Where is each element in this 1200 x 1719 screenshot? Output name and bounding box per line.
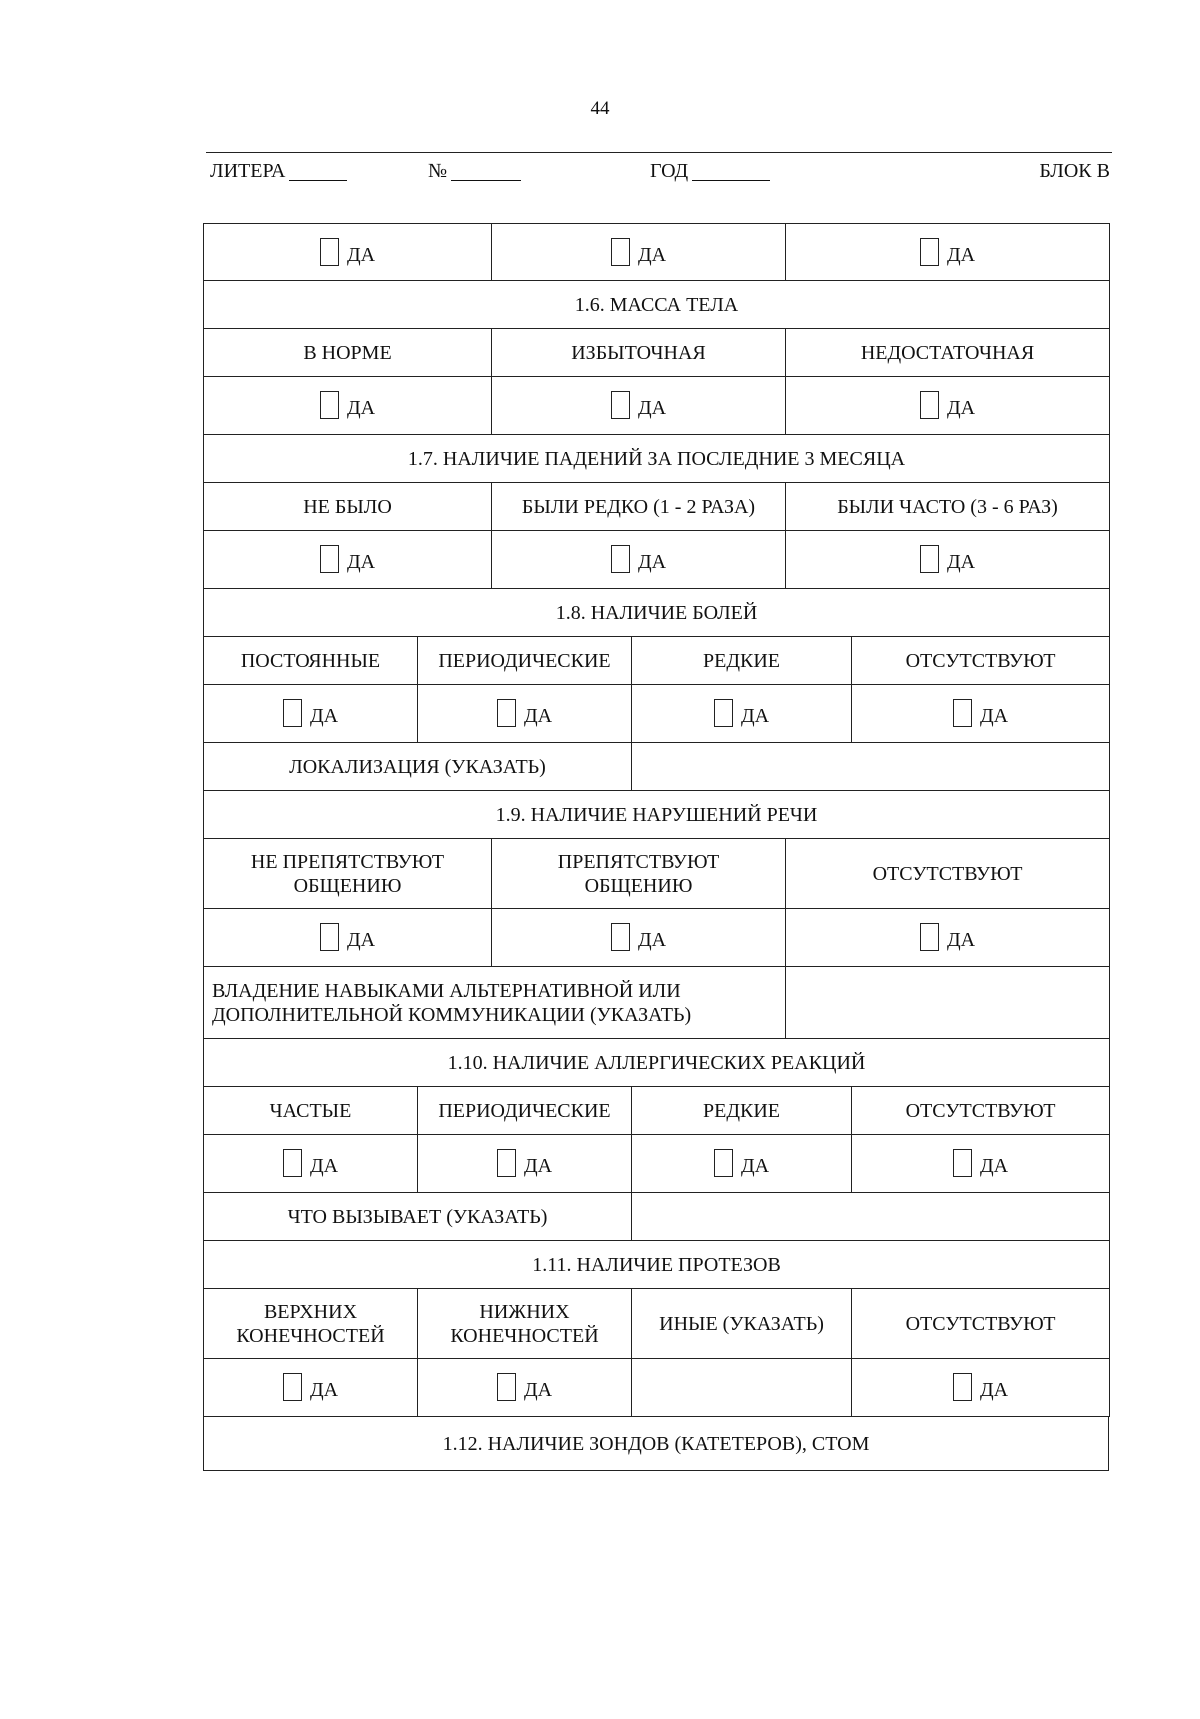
block-label: БЛОК В bbox=[1039, 160, 1110, 182]
checkbox-label: ДА bbox=[346, 551, 376, 573]
checkbox-cell bbox=[204, 1135, 418, 1193]
option-label: НЕ БЫЛО bbox=[204, 483, 492, 531]
option-label: ПЕРИОДИЧЕСКИЕ bbox=[418, 1087, 632, 1135]
checkbox-label: ДА bbox=[346, 397, 376, 419]
checkbox[interactable] bbox=[611, 923, 630, 951]
checkbox-label: ДА bbox=[637, 243, 667, 266]
option-label-line: НЕ ПРЕПЯТСТВУЮТ bbox=[250, 850, 445, 873]
checkbox-label: ДА bbox=[346, 929, 376, 951]
option-label-line: ОТСУТСТВУЮТ bbox=[905, 1312, 1056, 1335]
year-label: ГОД bbox=[650, 160, 689, 182]
litera-field bbox=[210, 160, 285, 183]
checkbox[interactable] bbox=[320, 391, 339, 419]
checkbox-cell bbox=[204, 224, 492, 281]
checkbox-label: ДА bbox=[740, 705, 770, 727]
year-field bbox=[650, 160, 688, 183]
form-header bbox=[210, 160, 1110, 190]
checkbox[interactable] bbox=[611, 238, 630, 266]
checkbox-cell bbox=[632, 685, 852, 743]
checkbox-label: ДА bbox=[637, 397, 667, 419]
checkbox-cell bbox=[204, 685, 418, 743]
communication-input[interactable] bbox=[786, 967, 1110, 1039]
option-label-line: ВЕРХНИХ bbox=[263, 1300, 358, 1323]
checkbox-cell bbox=[786, 224, 1110, 281]
checkbox[interactable] bbox=[497, 699, 516, 727]
checkbox-cell bbox=[492, 377, 786, 435]
section-1-7 bbox=[203, 434, 1110, 589]
number-input[interactable] bbox=[451, 160, 521, 181]
section-title: 1.6. МАССА ТЕЛА bbox=[204, 281, 1110, 329]
section-1-9-communication bbox=[203, 966, 1110, 1039]
checkbox-cell bbox=[632, 1135, 852, 1193]
checkbox[interactable] bbox=[920, 923, 939, 951]
option-label-line: КОНЕЧНОСТЕЙ bbox=[450, 1324, 599, 1347]
option-label bbox=[418, 1289, 632, 1359]
checkbox[interactable] bbox=[611, 391, 630, 419]
checkbox-cell bbox=[786, 377, 1110, 435]
section-1-10 bbox=[203, 1038, 1110, 1241]
checkbox-cell bbox=[204, 909, 492, 967]
option-label bbox=[852, 1289, 1110, 1359]
section-1-11 bbox=[203, 1240, 1110, 1417]
checkbox[interactable] bbox=[953, 1149, 972, 1177]
checkbox[interactable] bbox=[611, 545, 630, 573]
checkbox-cell bbox=[418, 1135, 632, 1193]
option-label: В НОРМЕ bbox=[204, 329, 492, 377]
checkbox-label: ДА bbox=[523, 1155, 553, 1177]
option-label: ОТСУТСТВУЮТ bbox=[852, 637, 1110, 685]
checkbox-label: ДА bbox=[946, 551, 976, 573]
checkbox-cell bbox=[852, 1135, 1110, 1193]
checkbox[interactable] bbox=[283, 1149, 302, 1177]
section-1-12 bbox=[203, 1416, 1109, 1471]
checkbox-cell bbox=[852, 1359, 1110, 1417]
checkbox-label: ДА bbox=[309, 1379, 339, 1401]
section-title: 1.10. НАЛИЧИЕ АЛЛЕРГИЧЕСКИХ РЕАКЦИЙ bbox=[204, 1039, 1110, 1087]
checkbox-cell bbox=[492, 531, 786, 589]
section-title: 1.9. НАЛИЧИЕ НАРУШЕНИЙ РЕЧИ bbox=[204, 791, 1110, 839]
page-number: 44 bbox=[590, 98, 610, 119]
communication-label-line: ДОПОЛНИТЕЛЬНОЙ КОММУНИКАЦИИ (УКАЗАТЬ) bbox=[212, 1003, 692, 1026]
section-title: 1.7. НАЛИЧИЕ ПАДЕНИЙ ЗА ПОСЛЕДНИЕ 3 МЕСЯЦА bbox=[204, 435, 1110, 483]
option-label: НЕДОСТАТОЧНАЯ bbox=[786, 329, 1110, 377]
option-label bbox=[204, 1289, 418, 1359]
communication-label bbox=[204, 967, 786, 1039]
checkbox-label: ДА bbox=[523, 705, 553, 727]
option-label bbox=[492, 839, 786, 909]
option-label: ПЕРИОДИЧЕСКИЕ bbox=[418, 637, 632, 685]
checkbox-label: ДА bbox=[637, 929, 667, 951]
checkbox-cell bbox=[418, 685, 632, 743]
checkbox[interactable] bbox=[283, 699, 302, 727]
option-label-line: ОБЩЕНИЮ bbox=[293, 874, 402, 897]
option-label-line: ИНЫЕ (УКАЗАТЬ) bbox=[659, 1312, 824, 1335]
checkbox-cell bbox=[492, 909, 786, 967]
option-label: РЕДКИЕ bbox=[632, 1087, 852, 1135]
checkbox[interactable] bbox=[920, 545, 939, 573]
number-label: № bbox=[428, 160, 448, 182]
option-label bbox=[204, 839, 492, 909]
checkbox[interactable] bbox=[497, 1373, 516, 1401]
option-label: ЧАСТЫЕ bbox=[204, 1087, 418, 1135]
header-divider bbox=[206, 152, 1112, 153]
checkbox[interactable] bbox=[320, 923, 339, 951]
checkbox[interactable] bbox=[320, 545, 339, 573]
checkbox-cell bbox=[786, 531, 1110, 589]
checkbox-label: ДА bbox=[309, 1155, 339, 1177]
checkbox-cell bbox=[418, 1359, 632, 1417]
checkbox-cell bbox=[786, 909, 1110, 967]
year-input[interactable] bbox=[692, 160, 770, 181]
option-label: ОТСУТСТВУЮТ bbox=[852, 1087, 1110, 1135]
checkbox[interactable] bbox=[497, 1149, 516, 1177]
option-label bbox=[632, 1289, 852, 1359]
other-prosthesis-input[interactable] bbox=[632, 1359, 852, 1417]
checkbox[interactable] bbox=[714, 1149, 733, 1177]
localization-label: ЛОКАЛИЗАЦИЯ (УКАЗАТЬ) bbox=[204, 743, 632, 791]
checkbox[interactable] bbox=[283, 1373, 302, 1401]
litera-input[interactable] bbox=[289, 160, 347, 181]
checkbox[interactable] bbox=[920, 391, 939, 419]
section-1-6 bbox=[203, 280, 1110, 435]
checkbox-cell bbox=[852, 685, 1110, 743]
option-label-line: НИЖНИХ bbox=[479, 1300, 570, 1323]
checkbox[interactable] bbox=[320, 238, 339, 266]
checkbox-label: ДА bbox=[523, 1379, 553, 1401]
option-label-line: ПРЕПЯТСТВУЮТ bbox=[557, 850, 720, 873]
checkbox-label: ДА bbox=[346, 243, 376, 266]
checkbox[interactable] bbox=[953, 1373, 972, 1401]
section-title: 1.11. НАЛИЧИЕ ПРОТЕЗОВ bbox=[204, 1241, 1110, 1289]
checkbox-label: ДА bbox=[946, 397, 976, 419]
checkbox[interactable] bbox=[714, 699, 733, 727]
communication-label-line: ВЛАДЕНИЕ НАВЫКАМИ АЛЬТЕРНАТИВНОЙ ИЛИ bbox=[212, 979, 681, 1002]
option-label-line: КОНЕЧНОСТЕЙ bbox=[236, 1324, 385, 1347]
option-label: ПОСТОЯННЫЕ bbox=[204, 637, 418, 685]
section-title: 1.8. НАЛИЧИЕ БОЛЕЙ bbox=[204, 589, 1110, 637]
number-field bbox=[428, 160, 447, 183]
checkbox-cell bbox=[204, 1359, 418, 1417]
localization-input[interactable] bbox=[632, 743, 1110, 791]
option-label: БЫЛИ ЧАСТО (3 - 6 РАЗ) bbox=[786, 483, 1110, 531]
option-label: РЕДКИЕ bbox=[632, 637, 852, 685]
allergen-input[interactable] bbox=[632, 1193, 1110, 1241]
checkbox-label: ДА bbox=[740, 1155, 770, 1177]
section-1-9 bbox=[203, 790, 1110, 967]
checkbox-label: ДА bbox=[979, 705, 1009, 727]
checkbox-cell bbox=[204, 377, 492, 435]
checkbox[interactable] bbox=[920, 238, 939, 266]
continued-checkbox-row bbox=[203, 223, 1110, 281]
checkbox[interactable] bbox=[953, 699, 972, 727]
checkbox-label: ДА bbox=[979, 1379, 1009, 1401]
checkbox-label: ДА bbox=[946, 929, 976, 951]
litera-label: ЛИТЕРА bbox=[210, 160, 286, 182]
option-label bbox=[786, 839, 1110, 909]
option-label: БЫЛИ РЕДКО (1 - 2 РАЗА) bbox=[492, 483, 786, 531]
allergen-label: ЧТО ВЫЗЫВАЕТ (УКАЗАТЬ) bbox=[204, 1193, 632, 1241]
checkbox-cell bbox=[492, 224, 786, 281]
section-title: 1.12. НАЛИЧИЕ ЗОНДОВ (КАТЕТЕРОВ), СТОМ bbox=[204, 1417, 1109, 1471]
checkbox-label: ДА bbox=[979, 1155, 1009, 1177]
section-1-8 bbox=[203, 588, 1110, 791]
option-label-line: ОБЩЕНИЮ bbox=[584, 874, 693, 897]
checkbox-label: ДА bbox=[309, 705, 339, 727]
checkbox-label: ДА bbox=[637, 551, 667, 573]
option-label: ИЗБЫТОЧНАЯ bbox=[492, 329, 786, 377]
checkbox-cell bbox=[204, 531, 492, 589]
checkbox-label: ДА bbox=[946, 243, 976, 266]
assessment-form bbox=[203, 224, 1109, 1471]
option-label-line: ОТСУТСТВУЮТ bbox=[872, 862, 1023, 885]
